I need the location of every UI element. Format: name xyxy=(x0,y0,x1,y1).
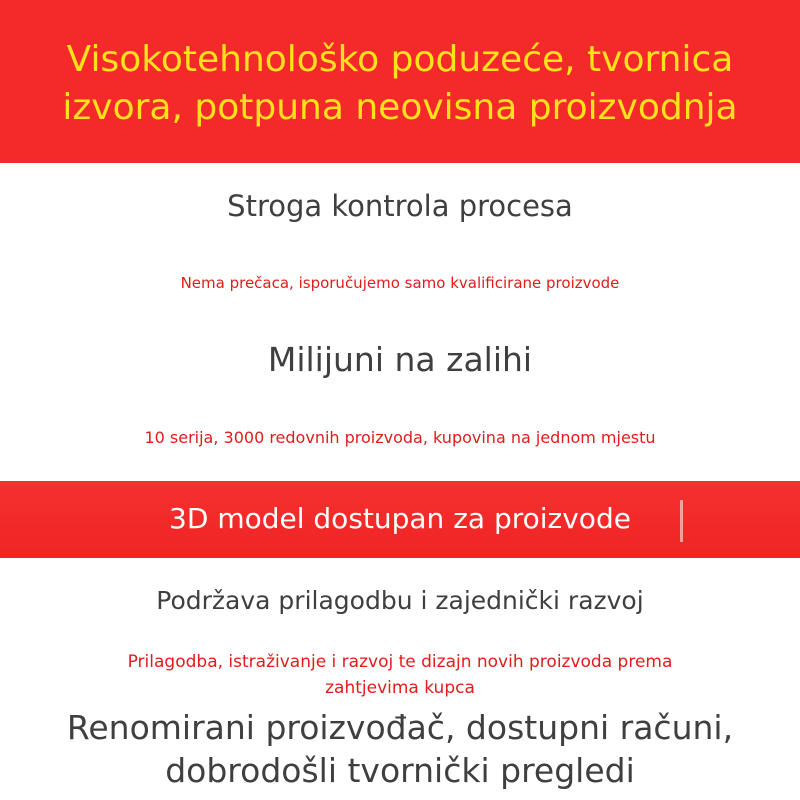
top-banner xyxy=(0,0,800,163)
mid-banner-text: 3D model dostupan za proizvode xyxy=(169,502,631,535)
note-customization-line-1: Prilagodba, istraživanje i razvoj te dizajn novih proizvoda prema xyxy=(127,652,673,672)
top-banner-line-1: Visokotehnološko poduzeće, tvornica xyxy=(66,39,734,80)
note-series-products: 10 serija, 3000 redovnih proizvoda, kupovina na jednom mjestu xyxy=(144,428,656,447)
note-qualified-products: Nema prečaca, isporučujemo samo kvalificirane proizvode xyxy=(180,274,620,292)
note-customization-line-2: zahtjevima kupca xyxy=(325,678,475,698)
heading-customization: Podržava prilagodbu i zajednički razvoj xyxy=(156,586,644,615)
top-banner-line-2: izvora, potpuna neovisna proizvodnja xyxy=(62,87,738,128)
heading-millions-in-stock: Milijuni na zalihi xyxy=(267,340,533,379)
heading-process-control: Stroga kontrola procesa xyxy=(227,189,573,223)
footer-line-2: dobrodošli tvornički pregledi xyxy=(165,751,635,790)
banner-light-streak xyxy=(680,500,683,542)
footer-line-1: Renomirani proizvođač, dostupni računi, xyxy=(66,708,734,747)
